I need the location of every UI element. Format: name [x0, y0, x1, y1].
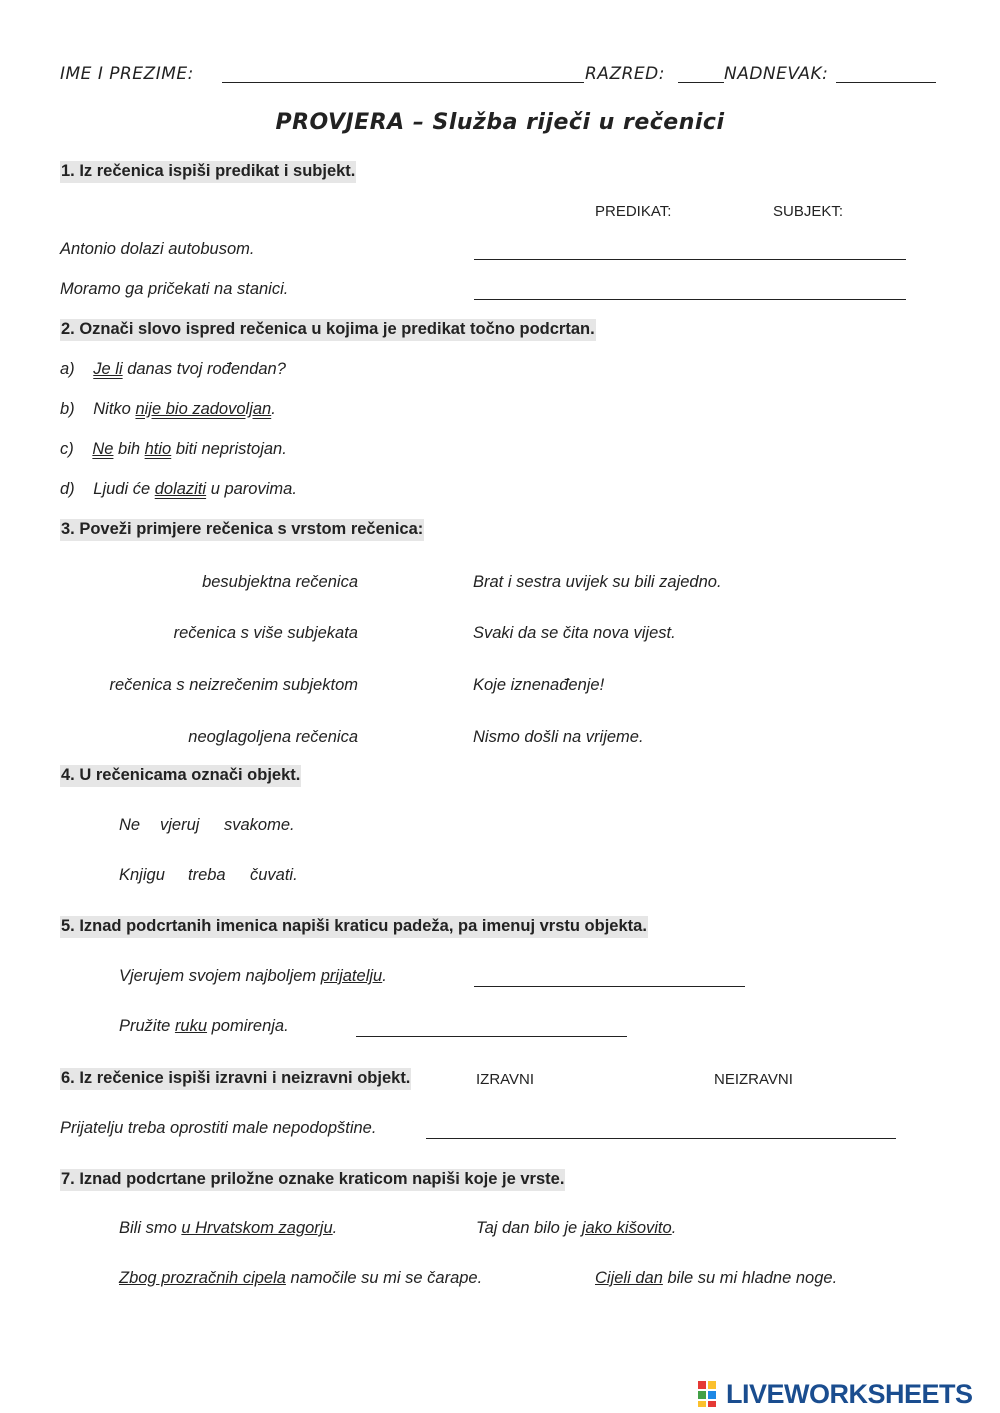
q5-answer-line-2[interactable]: [356, 1036, 627, 1037]
q6-sentence: Prijatelju treba oprostiti male nepodopštine.: [60, 1119, 377, 1137]
q5-answer-line-1[interactable]: [474, 986, 745, 987]
date-label: NADNEVAK:: [724, 64, 829, 84]
option-letter: d): [60, 480, 75, 498]
q3-right-1[interactable]: Brat i sestra uvijek su bili zajedno.: [473, 573, 722, 591]
text: namočile su mi se čarape.: [285, 1269, 483, 1287]
text: Nitko: [93, 400, 136, 418]
q3-right-4[interactable]: Nismo došli na vrijeme.: [473, 728, 644, 746]
underlined-predicate: htio: [144, 440, 172, 458]
q2-prompt: 2. Označi slovo ispred rečenica u kojima je predikat točno podcrtan.: [60, 319, 596, 341]
text: .: [382, 967, 387, 985]
logo-square-yellow-2: [698, 1401, 706, 1407]
underlined-noun: prijatelju: [320, 967, 383, 985]
q2-option-d[interactable]: [60, 480, 297, 499]
q5-sentence-1: [119, 967, 387, 986]
class-label: RAZRED:: [585, 64, 665, 84]
text: Ljudi će: [93, 480, 155, 498]
liveworksheets-logo: [696, 1379, 996, 1409]
q3-right-2[interactable]: Svaki da se čita nova vijest.: [473, 624, 676, 642]
q4-word[interactable]: svakome.: [224, 816, 295, 834]
q3-left-3[interactable]: rečenica s neizrečenim subjektom: [109, 676, 358, 694]
text: pomirenja.: [207, 1017, 289, 1035]
text: .: [332, 1219, 338, 1237]
logo-square-green: [698, 1391, 706, 1399]
q3-left-1[interactable]: besubjektna rečenica: [202, 573, 358, 591]
q4-prompt: 4. U rečenicama označi objekt.: [60, 765, 301, 787]
underlined-adverbial: jako kišovito: [581, 1219, 672, 1237]
text: Pružite: [119, 1017, 175, 1035]
q4-word[interactable]: treba: [188, 866, 226, 884]
q1-sentence-1: Antonio dolazi autobusom.: [60, 240, 255, 258]
underlined-adverbial: Zbog prozračnih cipela: [119, 1269, 286, 1287]
name-label: IME I PREZIME:: [60, 64, 194, 84]
text: .: [271, 400, 276, 418]
q1-col-subjekt: SUBJEKT:: [773, 203, 844, 220]
text: u parovima.: [206, 480, 297, 498]
q7-sentence-1: [119, 1219, 337, 1238]
q4-word[interactable]: čuvati.: [250, 866, 298, 884]
q4-word[interactable]: Ne: [119, 816, 141, 834]
text: bile su mi hladne noge.: [662, 1269, 838, 1287]
q1-sentence-2: Moramo ga pričekati na stanici.: [60, 280, 289, 298]
logo-text: LIVEWORKSHEETS: [726, 1379, 973, 1409]
underlined-adverbial: u Hrvatskom zagorju: [181, 1219, 333, 1237]
logo-square-blue: [708, 1391, 716, 1399]
q3-left-2[interactable]: rečenica s više subjekata: [173, 624, 358, 642]
text: biti nepristojan.: [171, 440, 287, 458]
q6-col-neizravni: NEIZRAVNI: [714, 1071, 793, 1088]
name-line[interactable]: [222, 82, 584, 83]
q3-left-4[interactable]: neoglagoljena rečenica: [188, 728, 358, 746]
logo-square-red-2: [708, 1401, 716, 1407]
q7-prompt: 7. Iznad podcrtane priložne oznake kraticom napiši koje je vrste.: [60, 1169, 565, 1191]
class-line[interactable]: [678, 82, 724, 83]
q2-option-a[interactable]: [60, 360, 286, 379]
text: Vjerujem svojem najboljem: [119, 967, 321, 985]
underlined-predicate: dolaziti: [154, 480, 207, 498]
date-line[interactable]: [836, 82, 936, 83]
logo-square-red: [698, 1381, 706, 1389]
option-letter: c): [60, 440, 74, 458]
underlined-noun: ruku: [174, 1017, 208, 1035]
text: .: [671, 1219, 677, 1237]
q3-prompt: 3. Poveži primjere rečenica s vrstom rečenica:: [60, 519, 424, 541]
underlined-predicate: Ne: [92, 440, 114, 458]
q2-option-b[interactable]: [60, 400, 276, 419]
text: Taj dan bilo je: [476, 1219, 582, 1237]
option-letter: a): [60, 360, 75, 378]
page-title: PROVJERA – Služba riječi u rečenici: [275, 110, 725, 135]
text: Bili smo: [119, 1219, 182, 1237]
underlined-predicate: Je li: [93, 360, 123, 378]
q6-answer-line[interactable]: [426, 1138, 896, 1139]
text: bih: [113, 440, 145, 458]
q5-sentence-2: [119, 1017, 289, 1036]
q7-sentence-2: [476, 1219, 676, 1238]
q1-answer-line-1[interactable]: [474, 259, 906, 260]
q1-col-predikat: PREDIKAT:: [595, 203, 672, 220]
q7-sentence-4: [595, 1269, 837, 1288]
q5-prompt: 5. Iznad podcrtanih imenica napiši kraticu padeža, pa imenuj vrstu objekta.: [60, 916, 648, 938]
q6-col-izravni: IZRAVNI: [476, 1071, 535, 1088]
q6-prompt: 6. Iz rečenice ispiši izravni i neizravni objekt.: [60, 1068, 411, 1090]
option-letter: b): [60, 400, 75, 418]
q2-option-c[interactable]: [60, 440, 287, 459]
text: danas tvoj rođendan?: [122, 360, 286, 378]
q4-word[interactable]: vjeruj: [160, 816, 200, 834]
q4-word[interactable]: Knjigu: [119, 866, 165, 884]
q1-answer-line-2[interactable]: [474, 299, 906, 300]
q3-right-3[interactable]: Koje iznenađenje!: [473, 676, 605, 694]
underlined-adverbial: Cijeli dan: [595, 1269, 663, 1287]
q1-prompt: 1. Iz rečenica ispiši predikat i subjekt.: [60, 161, 356, 183]
underlined-predicate: nije bio zadovoljan: [135, 400, 272, 418]
q7-sentence-3: [119, 1269, 482, 1288]
logo-square-yellow: [708, 1381, 716, 1389]
